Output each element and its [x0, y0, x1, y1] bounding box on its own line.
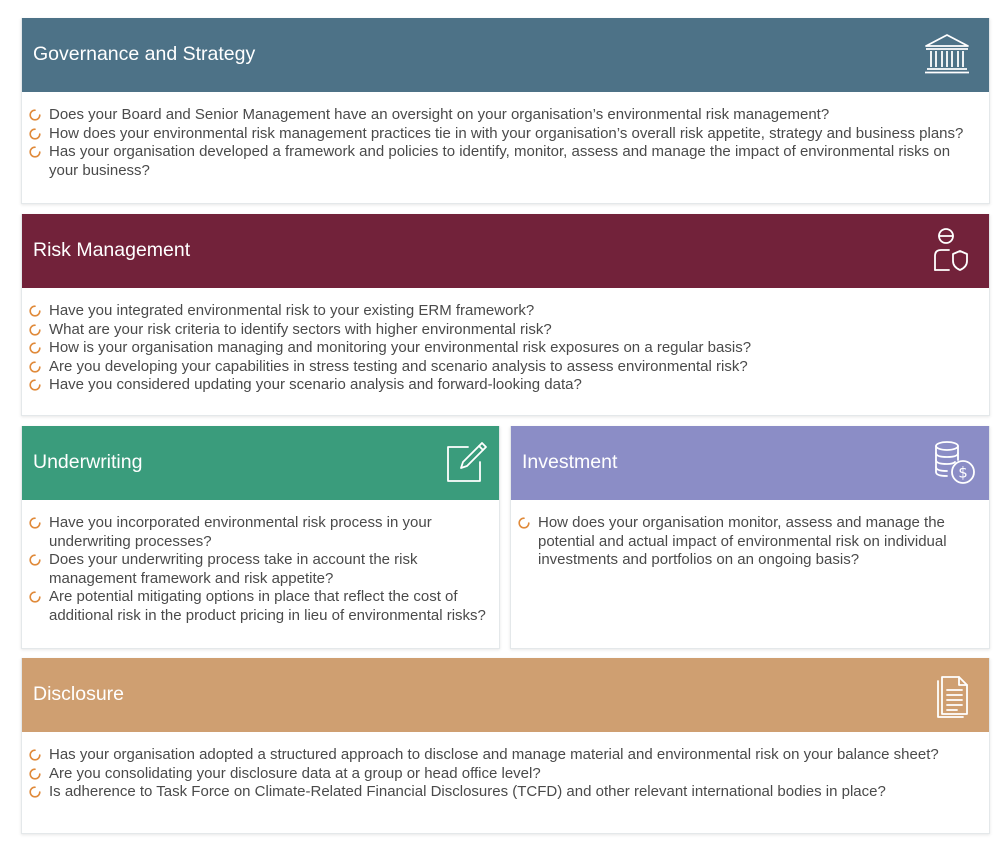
- list-item: [49, 358, 977, 377]
- circle-arrow-bullet-icon: [518, 517, 530, 529]
- governance-title: Governance and Strategy: [33, 43, 256, 65]
- disclosure-title: Disclosure: [33, 683, 125, 705]
- list-item: [538, 514, 977, 570]
- edit-pen-icon: [440, 438, 490, 488]
- investment-question-list: [511, 500, 989, 570]
- disclosure-question: Is adherence to Task Force on Climate-Related Financial Disclosures (TCFD) and other relevant international bodies in place?: [49, 783, 886, 801]
- governance-question: How does your environmental risk management practices tie in with your organisation’s overall risk appetite, strategy and business plans?: [49, 124, 964, 142]
- risk-management-title: Risk Management: [33, 239, 191, 261]
- list-item: [49, 783, 977, 802]
- investment-header: [511, 426, 989, 500]
- list-item: [49, 551, 487, 588]
- list-item: [49, 376, 977, 395]
- underwriting-question: Does your underwriting process take in account the risk management framework and risk appetite?: [49, 551, 418, 587]
- bank-building-icon: [922, 30, 972, 80]
- circle-arrow-bullet-icon: [29, 361, 41, 373]
- circle-arrow-bullet-icon: [29, 342, 41, 354]
- list-item: [49, 302, 977, 321]
- circle-arrow-bullet-icon: [29, 146, 41, 158]
- list-item: [49, 339, 977, 358]
- list-item: [49, 106, 977, 125]
- list-item: [49, 514, 487, 551]
- circle-arrow-bullet-icon: [29, 749, 41, 761]
- risk-question: Have you integrated environmental risk to your existing ERM framework?: [49, 302, 535, 319]
- investment-question: How does your organisation monitor, assess and manage the potential and actual impact of environmental risk on individual investments and portfolios on an ongoing basis?: [538, 514, 947, 569]
- circle-arrow-bullet-icon: [29, 517, 41, 529]
- disclosure-question-list: [22, 732, 989, 802]
- disclosure-header: [22, 658, 989, 732]
- document-icon: [927, 670, 977, 720]
- risk-question: How is your organisation managing and monitoring your environmental risk exposures on a regular basis?: [49, 339, 752, 357]
- underwriting-header: [22, 426, 499, 500]
- underwriting-title: Underwriting: [33, 451, 143, 473]
- underwriting-card: [21, 426, 500, 649]
- underwriting-question-list: [22, 500, 499, 626]
- governance-question: Has your organisation developed a framework and policies to identify, monitor, assess and manage the impact of environmental risks on your business?: [49, 143, 951, 179]
- disclosure-card: [21, 658, 990, 834]
- underwriting-question: Have you incorporated environmental risk process in your underwriting processes?: [49, 514, 432, 550]
- underwriting-question: Are potential mitigating options in place that reflect the cost of additional risk in the product pricing in lieu of environmental risks?: [49, 588, 486, 624]
- risk-question: What are your risk criteria to identify sectors with higher environmental risk?: [49, 320, 552, 338]
- investment-title: Investment: [522, 451, 618, 473]
- list-item: [49, 321, 977, 340]
- svg-text:$: $: [958, 463, 968, 482]
- person-shield-icon: [925, 226, 975, 276]
- risk-management-header: [22, 214, 989, 288]
- governance-question-list: [22, 92, 989, 180]
- circle-arrow-bullet-icon: [29, 305, 41, 317]
- governance-question: Does your Board and Senior Management have an oversight on your organisation’s environmental risk management?: [49, 106, 830, 123]
- governance-card: [21, 18, 990, 204]
- list-item: [49, 125, 977, 144]
- circle-arrow-bullet-icon: [29, 768, 41, 780]
- investment-card: [510, 426, 990, 649]
- list-item: [49, 765, 977, 784]
- risk-management-question-list: [22, 288, 989, 395]
- circle-arrow-bullet-icon: [29, 324, 41, 336]
- risk-question: Have you considered updating your scenario analysis and forward-looking data?: [49, 376, 582, 394]
- circle-arrow-bullet-icon: [29, 128, 41, 140]
- circle-arrow-bullet-icon: [29, 379, 41, 391]
- disclosure-question: Has your organisation adopted a structured approach to disclose and manage material and environmental risk on your balance sheet?: [49, 746, 939, 763]
- circle-arrow-bullet-icon: [29, 591, 41, 603]
- circle-arrow-bullet-icon: [29, 786, 41, 798]
- circle-arrow-bullet-icon: [29, 554, 41, 566]
- list-item: [49, 588, 487, 625]
- risk-management-card: [21, 214, 990, 416]
- risk-question: Are you developing your capabilities in stress testing and scenario analysis to assess environmental risk?: [49, 357, 748, 375]
- disclosure-question: Are you consolidating your disclosure data at a group or head office level?: [49, 764, 541, 782]
- coins-dollar-icon: [929, 438, 979, 488]
- list-item: [49, 143, 977, 180]
- governance-header: [22, 18, 989, 92]
- circle-arrow-bullet-icon: [29, 109, 41, 121]
- list-item: [49, 746, 977, 765]
